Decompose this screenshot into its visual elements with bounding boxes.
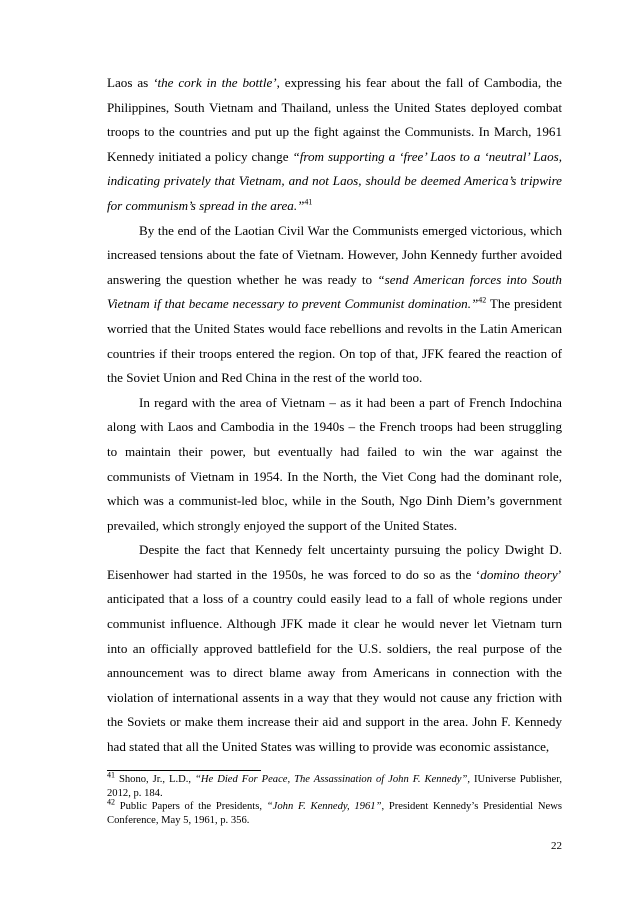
text-run: Shono, Jr., L.D., xyxy=(115,774,195,785)
italic-text: “from supporting a ‘free’ Laos to a ‘neutral’ Laos, indicating privately that Vietnam, and not Laos, should be deemed America’s tripwire for communism’s spread in the area.” xyxy=(107,148,562,213)
paragraph xyxy=(107,219,562,391)
italic-text: “send American forces into South Vietnam if that became necessary to prevent Communist domination.” xyxy=(107,271,562,312)
page-number: 22 xyxy=(551,840,562,852)
body-text xyxy=(107,71,562,760)
text-run: Despite the fact that Kennedy felt uncertainty pursuing the policy Dwight D. Eisenhower had started in the 1950s, he was forced to do so as the ‘ xyxy=(107,542,562,582)
footnote-separator xyxy=(107,770,261,771)
footnote-marker: 41 xyxy=(107,770,115,780)
text-run: In regard with the area of Vietnam – as it had been a part of French Indochina along with Laos and Cambodia in the 1940s – the French troops had been struggling to maintain their power, but eventually had failed to win the war against the communists of Vietnam in 1954. In the North, the Viet Cong had the dominant role, which was a communist-led bloc, while in the South, Ngo Dinh Diem’s government prevailed, which strongly enjoyed the support of the United States. xyxy=(107,394,562,533)
text-run: , IUniverse Publisher, 2012, p. 184. xyxy=(107,774,562,799)
text-run: ’ anticipated that a loss of a country could easily lead to a fall of whole regions under communist influence. Although JFK made it clear he would never let Vietnam turn into an officially approved battlefield for the U.S. soldiers, the real purpose of the announcement was to direct blame away from Americans in connection with the violation of international assents in a way that they would not cause any friction with the Soviets or make them increase their aid and support in the area. John F. Kennedy had stated that all the United States was willing to provide was economic assistance, xyxy=(107,566,563,755)
footnote xyxy=(107,770,562,800)
italic-text: “He Died For Peace, The Assassination of John F. Kennedy” xyxy=(195,774,468,785)
paragraph xyxy=(107,538,562,759)
italic-text: domino theory xyxy=(480,566,558,582)
paragraph xyxy=(107,391,562,539)
paragraph xyxy=(107,71,562,219)
text-run: The president worried that the United States would face rebellions and revolts in the Latin American countries if their troops entered the region. On top of that, JFK feared the reaction of the Soviet Union and Red China in the rest of the world too. xyxy=(107,296,562,386)
text-run: , President Kennedy’s Presidential News Conference, May 5, 1961, p. 356. xyxy=(107,801,562,826)
footnote-marker: 42 xyxy=(478,295,487,305)
footnotes xyxy=(107,770,562,827)
text-run: Laos as xyxy=(107,75,154,90)
footnote xyxy=(107,797,562,827)
text-run: By the end of the Laotian Civil War the Communists emerged victorious, which increased tensions about the fate of Vietnam. However, John Kennedy further avoided answering the question whether he was ready to xyxy=(107,222,562,287)
footnote-marker: 42 xyxy=(107,797,115,807)
text-run: , expressing his fear about the fall of Cambodia, the Philippines, South Vietnam and Thailand, unless the United States deployed combat troops to the countries and put up the fight against the Communists. In March, 1961 Kennedy initiated a policy change xyxy=(107,75,562,164)
italic-text: ‘the cork in the bottle’ xyxy=(153,75,277,90)
footnote-marker: 41 xyxy=(304,197,313,207)
text-run: Public Papers of the Presidents, xyxy=(115,801,267,813)
italic-text: “John F. Kennedy, 1961” xyxy=(266,801,382,813)
